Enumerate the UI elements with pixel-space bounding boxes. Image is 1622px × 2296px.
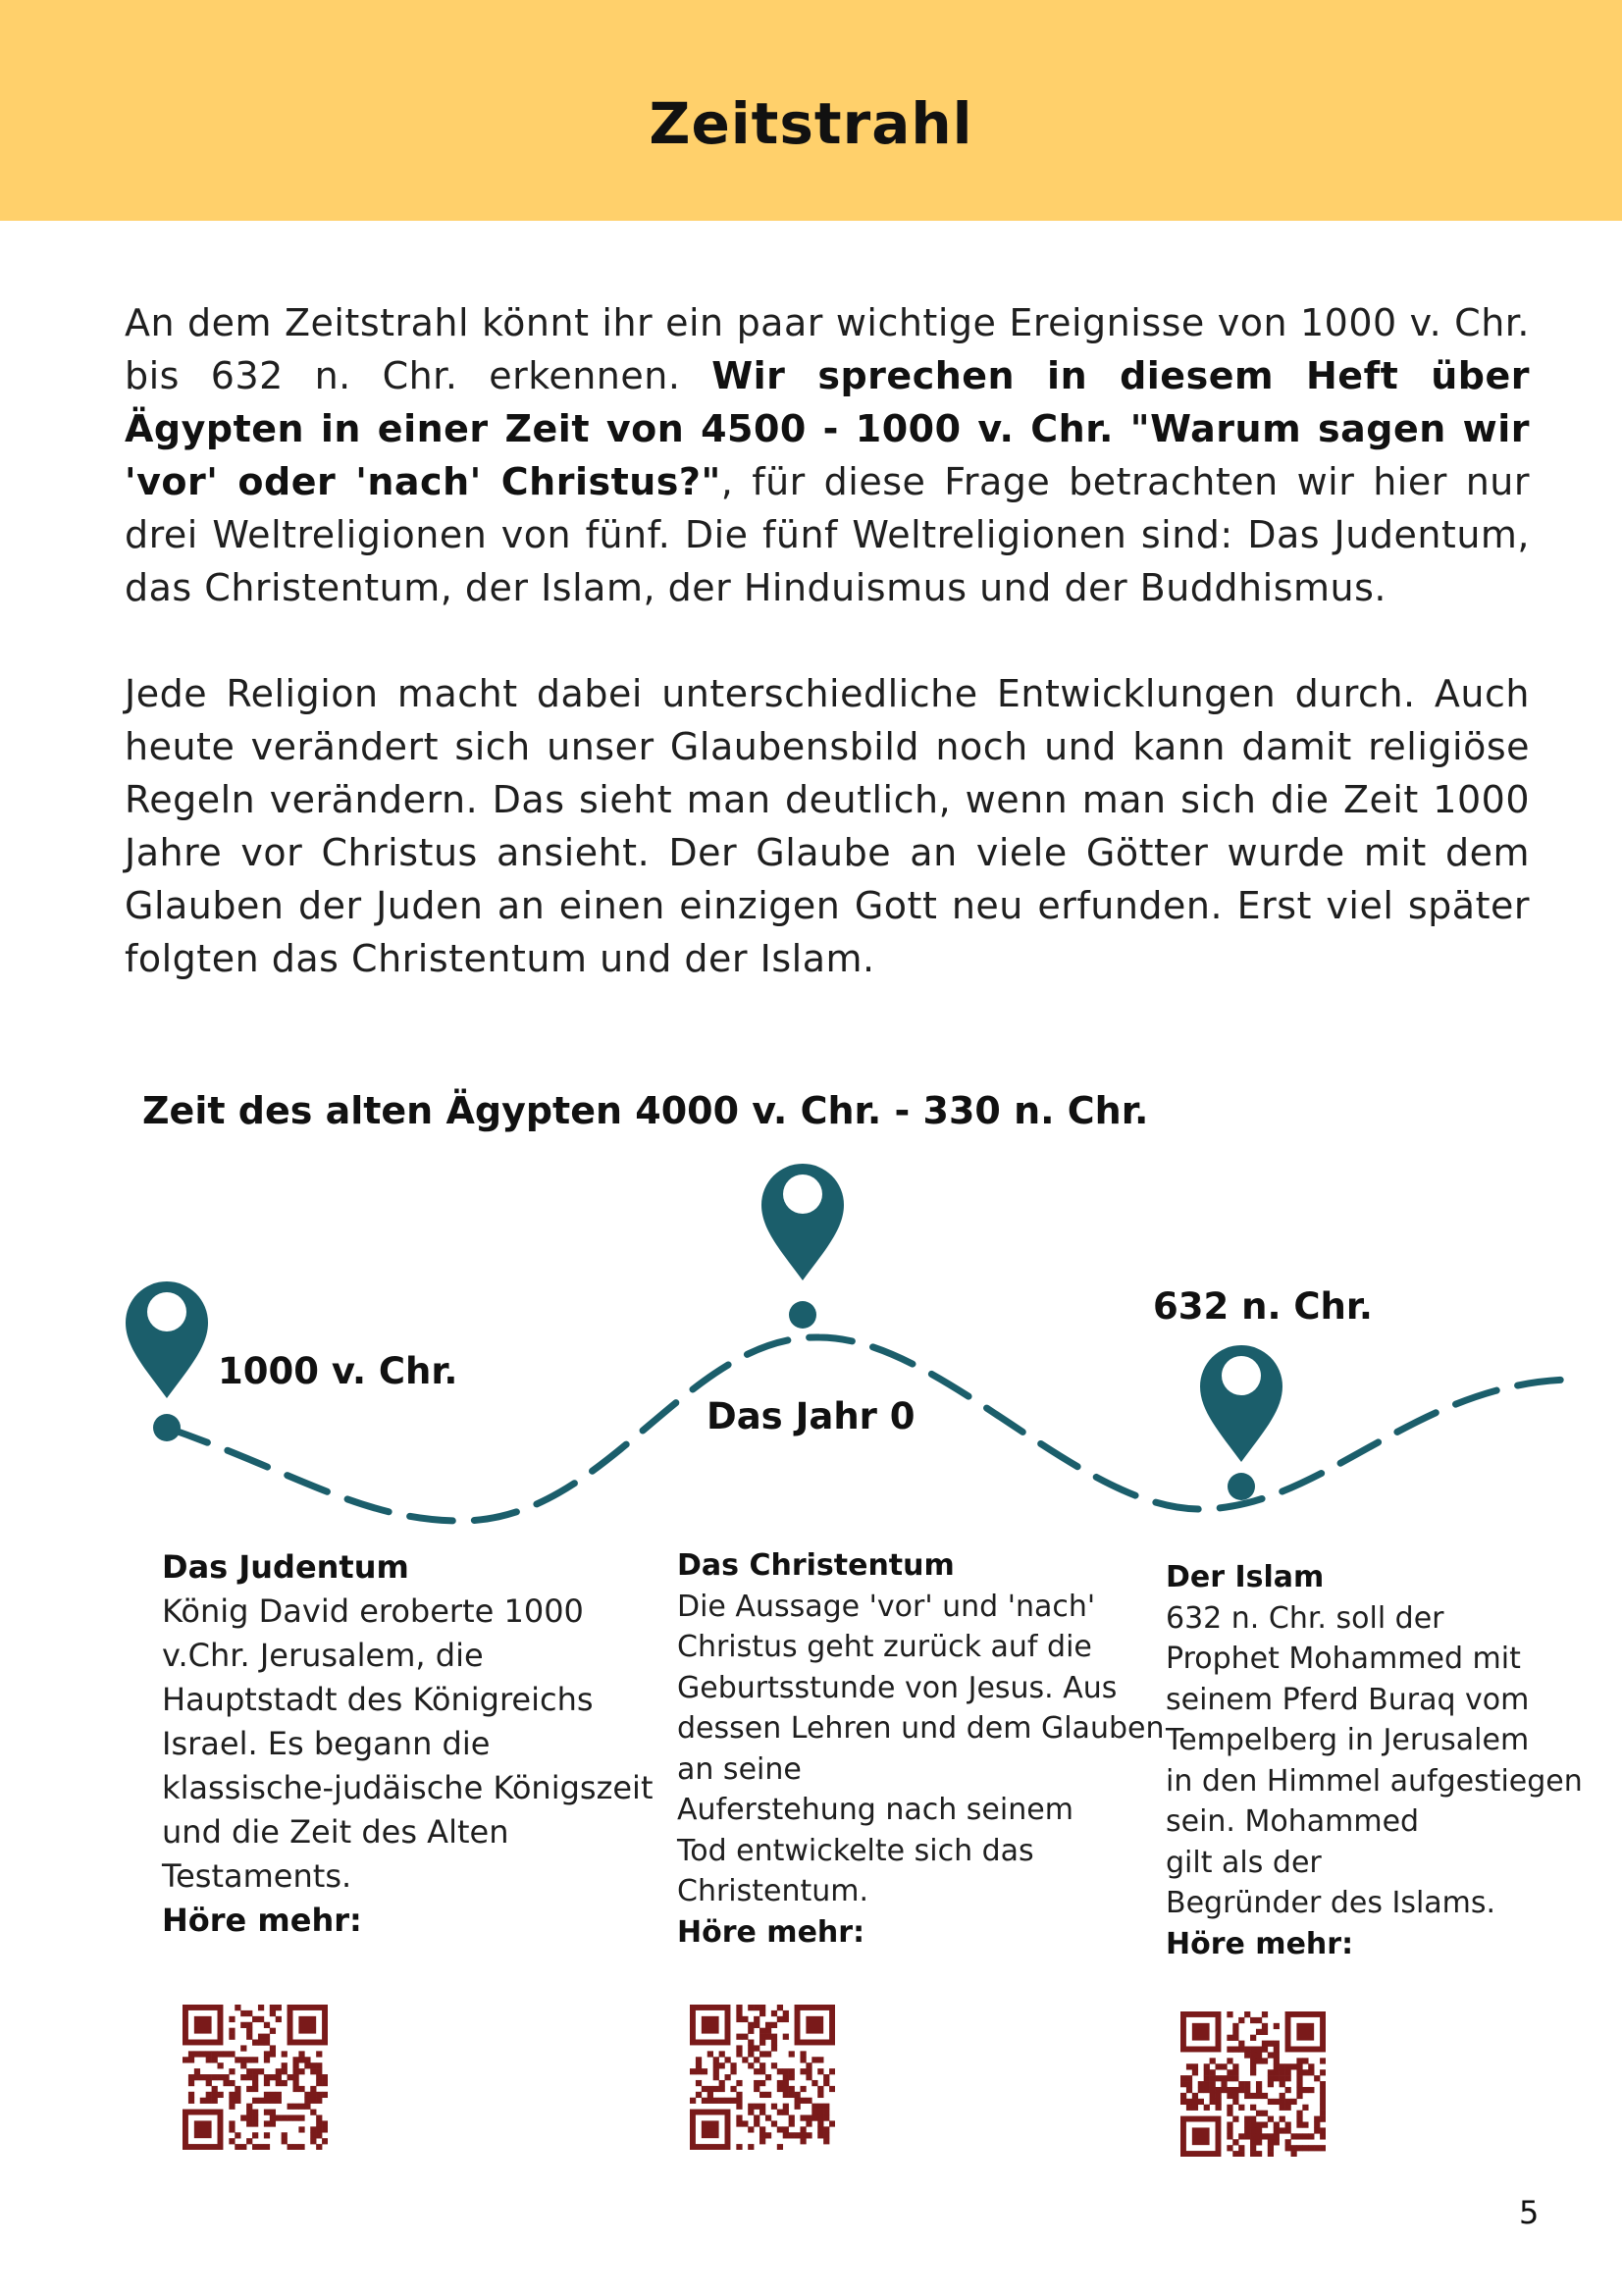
column-line: in den Himmel aufgestiegen — [1166, 1763, 1583, 1799]
column-islam — [1166, 1557, 1583, 1964]
column-line: dessen Lehren und dem Glauben — [677, 1711, 1165, 1746]
column-line: Hauptstadt des Königreichs — [162, 1681, 594, 1718]
column-line: Tod entwickelte sich das — [677, 1833, 1034, 1868]
column-line: und die Zeit des Alten — [162, 1813, 509, 1851]
column-line: Christentum. — [677, 1874, 869, 1908]
header-banner — [0, 0, 1622, 221]
column-line: Begründer des Islams. — [1166, 1886, 1496, 1920]
column-line: seinem Pferd Buraq vom — [1166, 1682, 1530, 1717]
intro-text — [125, 296, 1530, 985]
column-line: klassische-judäische Königszeit — [162, 1769, 654, 1806]
timeline-dot — [789, 1301, 816, 1329]
column-line: Auferstehung nach seinem — [677, 1793, 1073, 1827]
column-line: Testaments. — [162, 1857, 352, 1895]
column-line: an seine — [677, 1751, 802, 1787]
intro-paragraph-1 — [125, 296, 1530, 614]
location-pin-icon — [126, 1281, 208, 1398]
intro-p1-bold: Wir sprechen in diesem Heft über Ägypten in einer Zeit von 4500 - 1000 v. Chr. "Warum sagen wir 'vor' oder 'nach' Christus?" — [125, 354, 1530, 503]
qr-code-icon[interactable] — [183, 2005, 328, 2150]
column-line: 632 n. Chr. soll der — [1166, 1600, 1444, 1636]
column-line: Christus geht zurück auf die — [677, 1630, 1092, 1664]
column-line: gilt als der — [1166, 1845, 1322, 1880]
timeline-dot — [153, 1414, 181, 1441]
intro-p1-end: , für diese Frage betrachten wir hier nur drei Weltreligionen von fünf. Die fünf Weltreligionen sind: Das Judentum, das Christentum, der Islam, der Hinduismus und der Buddhismus. — [125, 460, 1530, 609]
location-pin-icon — [761, 1164, 844, 1280]
column-line: sein. Mohammed — [1166, 1804, 1420, 1839]
column-line: Tempelberg in Jerusalem — [1166, 1723, 1530, 1757]
page-title: Zeitstrahl — [649, 90, 973, 157]
column-heading: Der Islam — [1166, 1560, 1325, 1594]
column-heading: Das Christentum — [677, 1548, 955, 1583]
column-judentum — [162, 1545, 653, 1943]
listen-more-label: Höre mehr: — [677, 1914, 865, 1950]
column-christentum — [677, 1545, 1164, 1953]
era-label: Zeit des alten Ägypten 4000 v. Chr. - 330 n. Chr. — [142, 1089, 1149, 1132]
column-line: Prophet Mohammed mit — [1166, 1642, 1521, 1676]
date-label-1000bc: 1000 v. Chr. — [218, 1350, 458, 1392]
page-number: 5 — [1519, 2194, 1540, 2231]
location-pin-icon — [1200, 1345, 1282, 1462]
listen-more-label: Höre mehr: — [1166, 1926, 1354, 1961]
listen-more-label: Höre mehr: — [162, 1902, 362, 1939]
timeline-dot — [1228, 1473, 1255, 1500]
qr-code-icon[interactable] — [1180, 2011, 1326, 2157]
column-line: Israel. Es begann die — [162, 1725, 491, 1762]
intro-paragraph-2: Jede Religion macht dabei unterschiedliche Entwicklungen durch. Auch heute verändert sich unser Glaubensbild noch und kann damit religiöse Regeln verändern. Das sieht man deutlich, wenn man sich die Zeit 1000 Jahre vor Christus ansieht. Der Glaube an viele Götter wurde mit dem Glauben der Juden an einen einzigen Gott neu erfunden. Erst viel später folgten das Christentum und der Islam. — [125, 672, 1530, 980]
date-label-632ad: 632 n. Chr. — [1153, 1285, 1373, 1328]
column-heading: Das Judentum — [162, 1548, 409, 1586]
qr-code-icon[interactable] — [690, 2005, 835, 2150]
intro-p1-start: An dem Zeitstrahl könnt ihr ein paar wichtige Ereignisse von 1000 v. Chr. bis 632 n. Chr. erkennen. — [125, 301, 1530, 397]
column-line: Die Aussage 'vor' und 'nach' — [677, 1589, 1096, 1624]
column-line: v.Chr. Jerusalem, die — [162, 1637, 484, 1674]
column-line: König David eroberte 1000 — [162, 1592, 584, 1630]
column-line: Geburtsstunde von Jesus. Aus — [677, 1670, 1118, 1705]
date-label-year0: Das Jahr 0 — [706, 1395, 916, 1437]
